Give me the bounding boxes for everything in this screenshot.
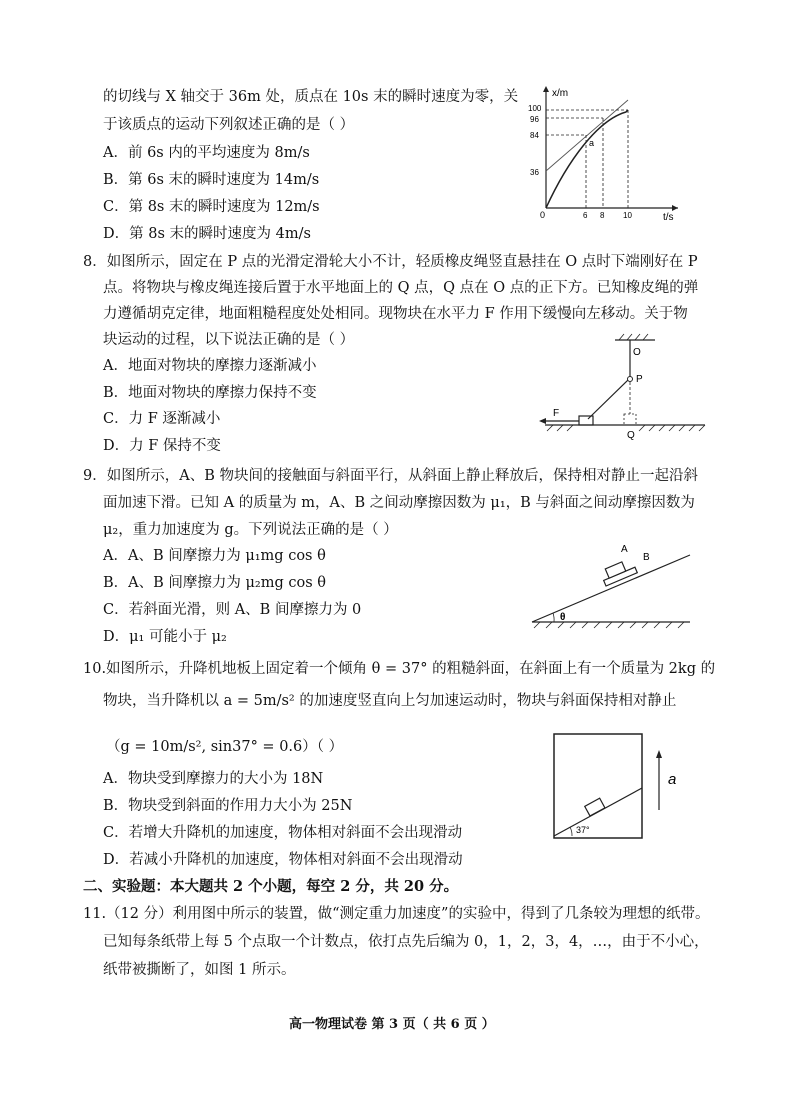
q8-option-a: A．地面对物块的摩擦力逐渐减小: [103, 358, 317, 374]
q11-line3: 纸带被撕断了，如图 1 所示。: [103, 962, 296, 978]
q11-line1: 11.（12 分）利用图中所示的装置，做“测定重力加速度”的实验中，得到了几条较为理想的纸带。: [83, 906, 710, 922]
q10-elevator-figure: [552, 732, 692, 842]
page-footer: 高一物理试卷 第 3 页（ 共 6 页 ）: [289, 1017, 495, 1032]
q8-label-o: O: [633, 347, 641, 358]
q9-line3: μ₂，重力加速度为 g。下列说法正确的是（ ）: [103, 522, 398, 538]
q9-option-c: C．若斜面光滑，则 A、B 间摩擦力为 0: [103, 602, 362, 618]
q10-option-c: C．若增大升降机的加速度，物体相对斜面不会出现滑动: [103, 825, 463, 841]
q7-ytick-84: 84: [530, 131, 539, 140]
q10-line2: 物块，当升降机以 a = 5m/s² 的加速度竖直向上匀加速运动时，物块与斜面保持相对静止: [103, 693, 677, 709]
q9-label-theta: θ: [560, 612, 566, 623]
q7-graph-point-a: a: [589, 138, 595, 148]
q11-line2: 已知每条纸带上每 5 个点取一个计数点，依打点先后编为 0，1，2，3，4，…，由于不小心，: [103, 934, 709, 950]
q9-option-d: D．μ₁ 可能小于 μ₂: [103, 629, 227, 645]
q8-option-b: B．地面对物块的摩擦力保持不变: [103, 385, 317, 401]
q8-option-d: D．力 F 保持不变: [103, 438, 221, 454]
q8-line3: 力遵循胡克定律，地面粗糙程度处处相同。现物块在水平力 F 作用下缓慢向左移动。关于物: [103, 306, 688, 322]
q10-label-angle: 37°: [576, 825, 590, 835]
q7-xtick-8: 8: [600, 211, 605, 220]
q8-option-c: C．力 F 逐渐减小: [103, 411, 221, 427]
q7-graph-origin: 0: [540, 210, 546, 220]
q10-line3: （g = 10m/s², sin37° = 0.6）（ ）: [106, 739, 344, 755]
q8-line1: 8．如图所示，固定在 P 点的光滑定滑轮大小不计，轻质橡皮绳竖直悬挂在 O 点时下端刚好在 P: [83, 254, 698, 270]
q8-rubber-band-figure: [535, 330, 715, 445]
q9-incline-figure: [528, 540, 698, 640]
q7-option-c: C．第 8s 末的瞬时速度为 12m/s: [103, 199, 320, 215]
q10-option-d: D．若减小升降机的加速度，物体相对斜面不会出现滑动: [103, 852, 463, 868]
q7-ytick-36: 36: [530, 168, 539, 177]
q7-option-a: A．前 6s 内的平均速度为 8m/s: [103, 145, 310, 161]
q10-option-b: B．物块受到斜面的作用力大小为 25N: [103, 798, 353, 814]
q8-line2: 点。将物块与橡皮绳连接后置于水平地面上的 Q 点，Q 点在 O 点的正下方。已知橡皮绳的弹: [103, 280, 699, 296]
q7-graph-ylabel: x/m: [552, 88, 569, 99]
q9-line2: 面加速下滑。已知 A 的质量为 m，A、B 之间动摩擦因数为 μ₁，B 与斜面之间动摩擦因数为: [103, 495, 695, 511]
q7-option-d: D．第 8s 末的瞬时速度为 4m/s: [103, 226, 311, 242]
q7-ytick-100: 100: [528, 104, 542, 113]
q7-ytick-96: 96: [530, 115, 539, 124]
q9-label-b: B: [643, 552, 650, 563]
q8-label-f: F: [553, 408, 560, 419]
q9-line1: 9．如图所示，A、B 物块间的接触面与斜面平行，从斜面上静止释放后，保持相对静止一起沿斜: [83, 468, 698, 484]
q9-option-a: A．A、B 间摩擦力为 μ₁mg cos θ: [103, 548, 326, 564]
q7-option-b: B．第 6s 末的瞬时速度为 14m/s: [103, 172, 320, 188]
q8-label-q: Q: [627, 430, 635, 441]
q7-line2: 于该质点的运动下列叙述正确的是（ ）: [103, 117, 355, 133]
q9-label-a: A: [621, 544, 628, 555]
q7-xtick-6: 6: [583, 211, 588, 220]
q10-label-acceleration: a: [668, 771, 677, 788]
q9-option-b: B．A、B 间摩擦力为 μ₂mg cos θ: [103, 575, 327, 591]
q7-line1: 的切线与 X 轴交于 36m 处，质点在 10s 末的瞬时速度为零，关: [103, 89, 519, 105]
q10-line1: 10.如图所示，升降机地板上固定着一个倾角 θ = 37° 的粗糙斜面，在斜面上有一个质量为 2kg 的: [83, 661, 716, 677]
q7-graph-xlabel: t/s: [663, 212, 674, 220]
q7-xt-graph: [528, 80, 688, 220]
q8-line4: 块运动的过程，以下说法正确的是（ ）: [103, 332, 355, 348]
q8-label-p: P: [636, 374, 643, 385]
section-2-heading: 二、实验题：本大题共 2 个小题，每空 2 分，共 20 分。: [83, 878, 459, 895]
q10-option-a: A．物块受到摩擦力的大小为 18N: [103, 771, 324, 787]
q7-xtick-10: 10: [623, 211, 632, 220]
